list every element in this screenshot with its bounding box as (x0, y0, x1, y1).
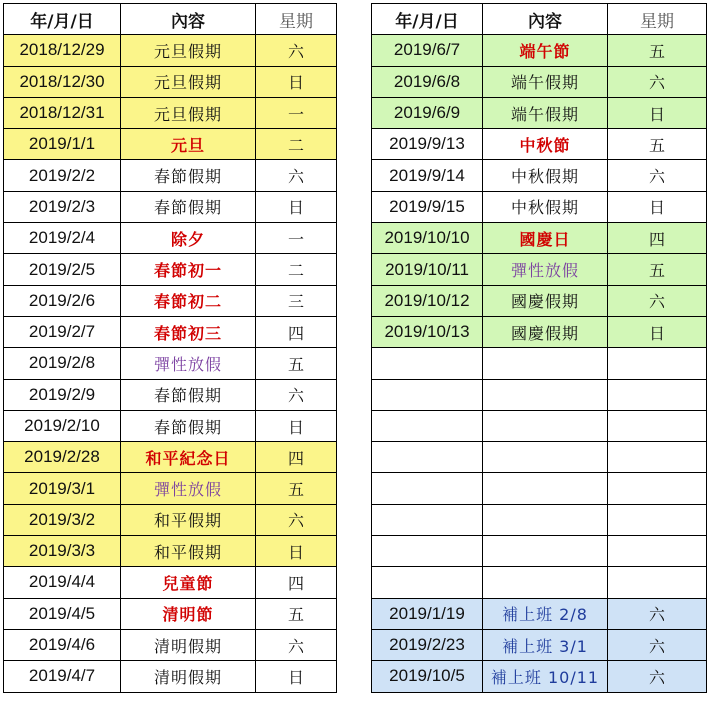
table-row (4, 348, 337, 379)
date-cell: 2019/9/14 (372, 160, 483, 191)
table-row (372, 191, 707, 222)
table-row (372, 473, 707, 504)
date-cell: 2019/9/13 (372, 129, 483, 160)
date-cell: 2018/12/29 (4, 35, 121, 66)
weekday-column-header: 星期 (256, 4, 337, 35)
table-row (372, 285, 707, 316)
content-cell: 元旦假期 (121, 97, 256, 128)
weekday-cell: 六 (608, 661, 707, 692)
content-cell: 元旦 (121, 129, 256, 160)
date-cell (372, 473, 483, 504)
weekday-cell: 四 (256, 567, 337, 598)
date-cell: 2019/2/3 (4, 191, 121, 222)
weekday-cell: 六 (256, 629, 337, 660)
content-cell: 補上班 2/8 (483, 598, 608, 629)
content-cell: 春節初三 (121, 316, 256, 347)
table-row (372, 316, 707, 347)
table-row (372, 160, 707, 191)
weekday-cell: 日 (256, 536, 337, 567)
content-cell: 和平假期 (121, 504, 256, 535)
content-cell: 端午假期 (483, 97, 608, 128)
table-row (372, 442, 707, 473)
content-column-header: 內容 (483, 4, 608, 35)
weekday-cell: 六 (256, 160, 337, 191)
date-cell: 2019/10/11 (372, 254, 483, 285)
weekday-cell: 日 (256, 66, 337, 97)
table-row (4, 160, 337, 191)
weekday-cell: 六 (608, 285, 707, 316)
weekday-cell: 一 (256, 223, 337, 254)
table-row (4, 285, 337, 316)
date-cell: 2019/4/5 (4, 598, 121, 629)
left-holiday-table (3, 3, 337, 693)
content-cell: 中秋假期 (483, 191, 608, 222)
table-row (372, 129, 707, 160)
table-row (372, 629, 707, 660)
left-header-row (4, 4, 337, 35)
table-row (4, 254, 337, 285)
weekday-cell: 二 (256, 129, 337, 160)
date-cell: 2018/12/31 (4, 97, 121, 128)
date-cell: 2019/6/9 (372, 97, 483, 128)
weekday-cell: 六 (608, 66, 707, 97)
table-row (4, 629, 337, 660)
content-cell: 清明節 (121, 598, 256, 629)
content-cell: 元旦假期 (121, 35, 256, 66)
weekday-cell (608, 442, 707, 473)
date-cell: 2019/3/1 (4, 473, 121, 504)
date-cell: 2019/2/28 (4, 442, 121, 473)
date-cell (372, 504, 483, 535)
date-cell: 2019/1/1 (4, 129, 121, 160)
weekday-cell: 六 (256, 35, 337, 66)
weekday-cell (608, 536, 707, 567)
content-cell: 補上班 3/1 (483, 629, 608, 660)
weekday-cell: 日 (256, 661, 337, 692)
weekday-cell: 四 (256, 442, 337, 473)
date-cell (372, 410, 483, 441)
content-cell: 春節假期 (121, 191, 256, 222)
date-cell: 2019/4/6 (4, 629, 121, 660)
content-cell (483, 410, 608, 441)
weekday-column-header: 星期 (608, 4, 707, 35)
weekday-cell: 五 (608, 35, 707, 66)
weekday-cell: 一 (256, 97, 337, 128)
table-row (4, 223, 337, 254)
content-cell: 清明假期 (121, 629, 256, 660)
date-cell (372, 379, 483, 410)
weekday-cell: 六 (256, 379, 337, 410)
weekday-cell: 六 (608, 598, 707, 629)
weekday-cell: 六 (256, 504, 337, 535)
date-column-header: 年/月/日 (372, 4, 483, 35)
date-cell (372, 442, 483, 473)
content-cell (483, 379, 608, 410)
date-cell: 2019/9/15 (372, 191, 483, 222)
content-cell (483, 567, 608, 598)
table-row (372, 410, 707, 441)
table-row (372, 504, 707, 535)
content-cell: 和平假期 (121, 536, 256, 567)
weekday-cell (608, 410, 707, 441)
table-row (372, 35, 707, 66)
content-cell: 春節假期 (121, 160, 256, 191)
right-table-body (372, 35, 707, 692)
table-row (4, 66, 337, 97)
date-cell: 2019/2/10 (4, 410, 121, 441)
table-row (4, 536, 337, 567)
table-row (4, 442, 337, 473)
date-cell: 2019/6/8 (372, 66, 483, 97)
date-cell (372, 348, 483, 379)
content-cell: 國慶假期 (483, 316, 608, 347)
weekday-cell: 日 (608, 191, 707, 222)
weekday-cell: 日 (256, 410, 337, 441)
content-cell: 端午節 (483, 35, 608, 66)
table-row (372, 254, 707, 285)
table-row (372, 66, 707, 97)
content-cell: 彈性放假 (483, 254, 608, 285)
date-column-header: 年/月/日 (4, 4, 121, 35)
content-column-header: 內容 (121, 4, 256, 35)
date-cell: 2019/2/5 (4, 254, 121, 285)
content-cell: 春節假期 (121, 410, 256, 441)
date-cell: 2019/2/4 (4, 223, 121, 254)
weekday-cell (608, 567, 707, 598)
weekday-cell: 五 (256, 473, 337, 504)
table-row (372, 97, 707, 128)
table-row (4, 598, 337, 629)
date-cell: 2019/2/2 (4, 160, 121, 191)
left-table-body (4, 35, 337, 692)
content-cell: 彈性放假 (121, 473, 256, 504)
content-cell: 春節假期 (121, 379, 256, 410)
date-cell (372, 536, 483, 567)
weekday-cell: 日 (608, 97, 707, 128)
content-cell: 國慶日 (483, 223, 608, 254)
table-row (4, 316, 337, 347)
content-cell: 除夕 (121, 223, 256, 254)
content-cell (483, 348, 608, 379)
weekday-cell: 四 (608, 223, 707, 254)
content-cell (483, 536, 608, 567)
right-header-row (372, 4, 707, 35)
content-cell: 春節初二 (121, 285, 256, 316)
date-cell: 2019/1/19 (372, 598, 483, 629)
weekday-cell: 六 (608, 629, 707, 660)
date-cell: 2019/10/10 (372, 223, 483, 254)
date-cell: 2018/12/30 (4, 66, 121, 97)
weekday-cell: 五 (608, 254, 707, 285)
content-cell: 補上班 10/11 (483, 661, 608, 692)
date-cell: 2019/3/2 (4, 504, 121, 535)
date-cell: 2019/2/8 (4, 348, 121, 379)
date-cell: 2019/2/23 (372, 629, 483, 660)
content-cell: 兒童節 (121, 567, 256, 598)
date-cell: 2019/4/4 (4, 567, 121, 598)
date-cell: 2019/4/7 (4, 661, 121, 692)
content-cell (483, 473, 608, 504)
content-cell (483, 442, 608, 473)
content-cell: 元旦假期 (121, 66, 256, 97)
date-cell: 2019/2/9 (4, 379, 121, 410)
weekday-cell (608, 473, 707, 504)
weekday-cell: 日 (256, 191, 337, 222)
weekday-cell (608, 379, 707, 410)
content-cell: 端午假期 (483, 66, 608, 97)
content-cell: 春節初一 (121, 254, 256, 285)
table-row (4, 379, 337, 410)
content-cell: 國慶假期 (483, 285, 608, 316)
date-cell: 2019/3/3 (4, 536, 121, 567)
table-row (372, 598, 707, 629)
date-cell: 2019/2/6 (4, 285, 121, 316)
table-row (4, 129, 337, 160)
weekday-cell: 四 (256, 316, 337, 347)
table-row (4, 473, 337, 504)
content-cell: 清明假期 (121, 661, 256, 692)
weekday-cell: 三 (256, 285, 337, 316)
date-cell: 2019/6/7 (372, 35, 483, 66)
weekday-cell: 五 (256, 598, 337, 629)
right-holiday-table (371, 3, 707, 693)
table-row (4, 504, 337, 535)
table-row (372, 567, 707, 598)
date-cell: 2019/10/5 (372, 661, 483, 692)
weekday-cell: 五 (256, 348, 337, 379)
date-cell: 2019/2/7 (4, 316, 121, 347)
table-row (4, 661, 337, 692)
date-cell (372, 567, 483, 598)
table-row (372, 223, 707, 254)
weekday-cell (608, 504, 707, 535)
table-row (4, 35, 337, 66)
table-row (4, 410, 337, 441)
table-row (372, 536, 707, 567)
content-cell: 彈性放假 (121, 348, 256, 379)
weekday-cell (608, 348, 707, 379)
content-cell: 中秋節 (483, 129, 608, 160)
content-cell: 中秋假期 (483, 160, 608, 191)
table-row (4, 191, 337, 222)
content-cell: 和平紀念日 (121, 442, 256, 473)
table-row (4, 97, 337, 128)
weekday-cell: 日 (608, 316, 707, 347)
date-cell: 2019/10/13 (372, 316, 483, 347)
weekday-cell: 五 (608, 129, 707, 160)
content-cell (483, 504, 608, 535)
date-cell: 2019/10/12 (372, 285, 483, 316)
table-row (372, 348, 707, 379)
weekday-cell: 二 (256, 254, 337, 285)
weekday-cell: 六 (608, 160, 707, 191)
table-row (372, 661, 707, 692)
table-row (4, 567, 337, 598)
table-row (372, 379, 707, 410)
